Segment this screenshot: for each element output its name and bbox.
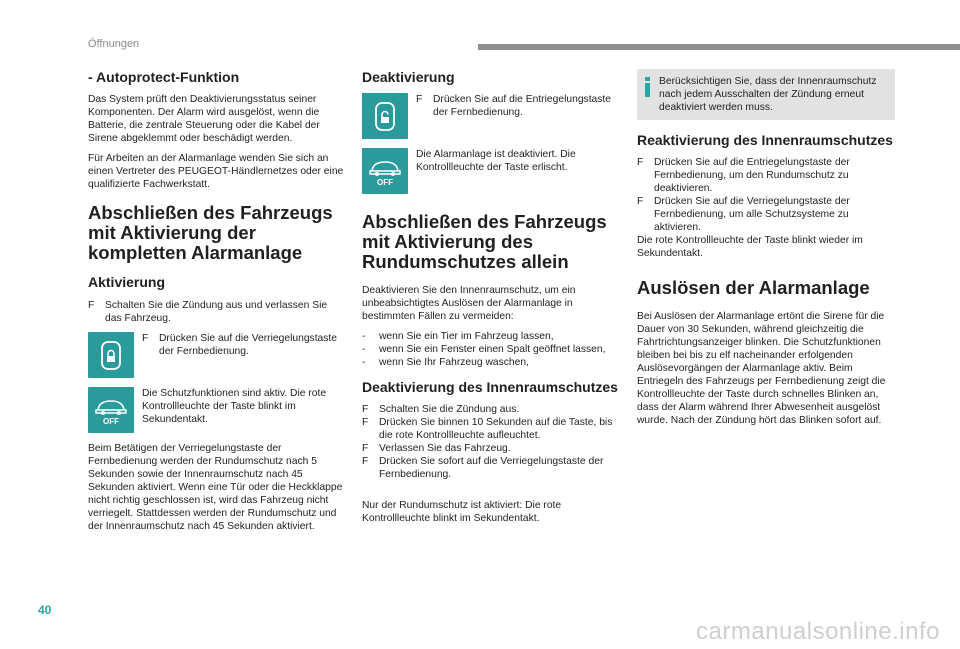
step-text: Drücken Sie auf die Verriegelungstaste der Fernbedienung.: [159, 333, 338, 357]
dash-mark: -: [362, 357, 366, 368]
alarm-off-icon: [362, 148, 408, 194]
interior-off-title: Deaktivierung des Innenraumschutzes: [362, 379, 618, 395]
trigger-text: Bei Auslösen der Alarmanlage ertönt die Sirene für die Dauer von 30 Sekunden, während gleichzeitig die Fahrtrichtungsanzeiger blinken. Die Schutzfunktionen bleiben bei bis zu elf nacheinander erfolgenden Auslösevorgängen der Alarmanlage aktiv. Beim Entriegeln des Fahrzeugs per Fernbedienung zeigt die Kontrollleuchte der Taste durch schnelles Blinken an, dass der Alarm während Ihrer Abwesenheit ausgelöst wurde. Nach der Zündung hört das Blinken sofort auf.: [637, 311, 886, 426]
step-text: Schalten Sie die Zündung aus und verlassen Sie das Fahrzeug.: [105, 300, 328, 324]
activation-steps: [88, 299, 346, 325]
list-item: F Drücken Sie binnen 10 Sekunden auf die Taste, bis die rote Kontrollleuchte aufleuchtet.: [362, 417, 613, 441]
list-item: - wenn Sie Ihr Fahrzeug waschen,: [362, 357, 529, 368]
column-2: [362, 69, 620, 532]
bullet-mark: F: [362, 443, 369, 454]
list-item: F Schalten Sie die Zündung aus.: [362, 404, 520, 415]
perimeter-title: Abschließen des Fahrzeugs mit Aktivierung des Rundumschutzes allein: [362, 211, 607, 272]
info-box: [637, 69, 895, 120]
activation-subtitle: Aktivierung: [88, 274, 166, 290]
column-3: [637, 69, 895, 434]
column-1: [88, 69, 346, 540]
deactivation-title: Deaktivierung: [362, 69, 455, 85]
list-item: F Drücken Sie auf die Entriegelungstaste der Fernbedienung, um den Rundumschutz zu deaktivieren.: [637, 157, 850, 194]
alarm-deactivated-text: Die Alarmanlage ist deaktiviert. Die Kontrollleuchte der Taste erlischt.: [416, 149, 576, 173]
info-text: Berücksichtigen Sie, dass der Innenraumschutz nach jedem Ausschalten der Zündung erneut deaktiviert werden muss.: [659, 76, 877, 113]
off-label: OFF: [377, 178, 393, 186]
interior-off-result: Nur der Rundumschutz ist aktiviert: Die rote Kontrollleuchte blinkt im Sekundentakt.: [362, 500, 562, 524]
full-lock-title: Abschließen des Fahrzeugs mit Aktivierung der kompletten Alarmanlage: [88, 202, 333, 263]
lock-button-row: [88, 332, 346, 378]
header-divider: [478, 44, 960, 50]
list-item: F Drücken Sie sofort auf die Verriegelungstaste der Fernbedienung.: [362, 456, 604, 480]
reactivation-result: Die rote Kontrollleuchte der Taste blinkt wieder im Sekundentakt.: [637, 235, 863, 259]
perimeter-cases: [362, 330, 620, 369]
bullet-mark: F: [362, 456, 369, 467]
interior-off-steps: [362, 403, 620, 481]
off-label: OFF: [103, 417, 119, 425]
alarm-off-icon: [88, 387, 134, 433]
trigger-title: Auslösen der Alarmanlage: [637, 277, 870, 298]
lock-step: [142, 332, 346, 358]
list-item: [88, 299, 346, 325]
autoprotect-paragraph-1: Das System prüft den Deaktivierungsstatus seiner Komponenten. Der Alarm wird ausgelöst, wenn die Batterie, die zentrale Steuerung oder die Kabel der Sirene abgeklemmt oder beschädigt werden.: [88, 94, 320, 144]
step-text: Drücken Sie auf die Entriegelungstaste der Fernbedienung.: [433, 94, 612, 118]
bullet-mark: F: [88, 300, 95, 311]
list-item: [416, 93, 620, 119]
bullet-mark: F: [362, 417, 369, 428]
unlock-icon: [362, 93, 408, 139]
lock-icon: [88, 332, 134, 378]
list-item: F Verlassen Sie das Fahrzeug.: [362, 443, 511, 454]
list-item: F Drücken Sie auf die Verriegelungstaste der Fernbedienung, um alle Schutzsysteme zu aktivieren.: [637, 196, 850, 233]
info-icon: [645, 77, 650, 97]
protection-active-text: Die Schutzfunktionen sind aktiv. Die rote Kontrollleuchte der Taste blinkt im Sekundentakt.: [142, 388, 327, 425]
bullet-mark: F: [637, 196, 644, 207]
autoprotect-title: - Autoprotect-Funktion: [88, 69, 240, 85]
autoprotect-paragraph-2: Für Arbeiten an der Alarmanlage wenden Sie sich an einen Vertreter des PEUGEOT-Händlernetzes oder eine qualifizierte Fachwerkstatt.: [88, 153, 344, 190]
page-number: 40: [38, 603, 52, 617]
bullet-mark: F: [637, 157, 644, 168]
dash-mark: -: [362, 331, 366, 342]
unlock-button-row: [362, 93, 620, 139]
lock-explanation: Beim Betätigen der Verriegelungstaste der Fernbedienung werden der Rundumschutz nach 5 Sekunden sowie der Innenraumschutz nach 45 Sekunden aktiviert. Wenn eine Tür oder die Heckklappe nicht richtig geschlossen ist, wird das Fahrzeug nicht verriegelt. Stattdessen werden der Rundumschutz und der Innenraumschutz nach 45 Sekunden aktiviert.: [88, 443, 343, 532]
watermark: carmanualsonline.info: [696, 618, 940, 645]
list-item: - wenn Sie ein Tier im Fahrzeug lassen,: [362, 331, 554, 342]
alarm-off-row: [88, 387, 346, 433]
perimeter-intro: Deaktivieren Sie den Innenraumschutz, um ein unbeabsichtigtes Auslösen der Alarmanlage in bestimmten Fällen zu vermeiden:: [362, 285, 576, 322]
dash-mark: -: [362, 344, 366, 355]
list-item: - wenn Sie ein Fenster einen Spalt geöffnet lassen,: [362, 344, 606, 355]
unlock-step: [416, 93, 620, 119]
reactivation-steps: [637, 156, 895, 234]
section-header: Öffnungen: [88, 38, 140, 50]
reactivation-title: Reaktivierung des Innenraumschutzes: [637, 132, 893, 148]
bullet-mark: F: [416, 94, 423, 105]
alarm-deactivated-row: [362, 148, 620, 194]
bullet-mark: F: [362, 404, 369, 415]
bullet-mark: F: [142, 333, 149, 344]
list-item: [142, 332, 346, 358]
